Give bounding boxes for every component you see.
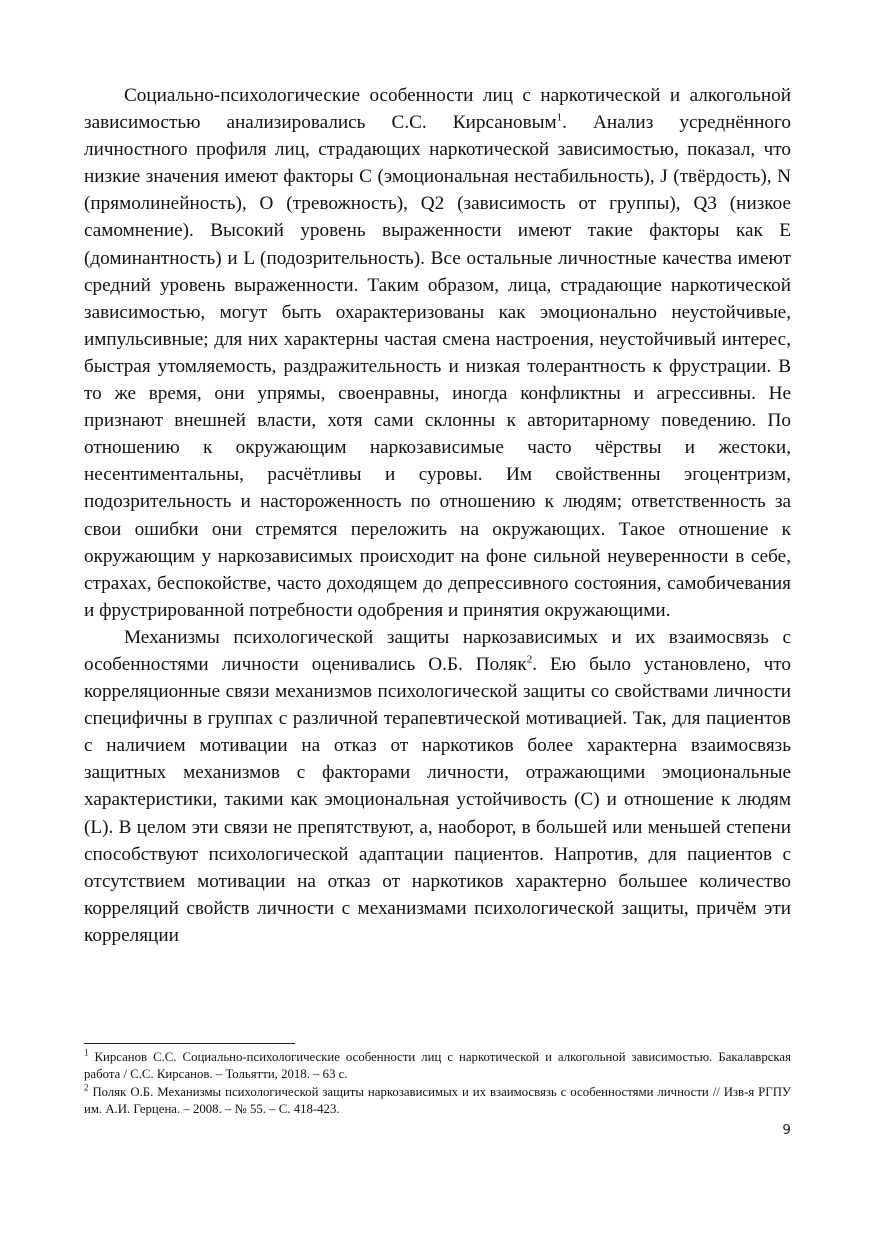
footnote-mark: 2 bbox=[84, 1082, 89, 1093]
paragraph-polyak bbox=[84, 624, 791, 949]
footnote-reference-1[interactable]: 1 bbox=[556, 111, 563, 124]
paragraph-kirsanov bbox=[84, 82, 791, 624]
footnote-2 bbox=[84, 1084, 791, 1119]
footnote-text: Поляк О.Б. Механизмы психологической защиты наркозависимых и их взаимосвязь с особенностями личности // Изв-я РГПУ им. А.И. Герцена. – 2008. – № 55. – С. 418-423. bbox=[84, 1084, 791, 1117]
paragraph-text: Социально-психологические особенности лиц с наркотической и алкогольной зависимостью анализировались С.С. Кирсановым bbox=[84, 85, 791, 134]
paragraph-text: . Ею было установлено, что корреляционные связи механизмов психологической защиты со свойствами личности специфичны в группах с различной терапевтической мотивацией. Так, для пациентов с наличием мотивации на отказ от наркотиков более характерна взаимосвязь защитных механизмов с факторами личности, отражающими эмоциональные характеристики, такими как эмоциональная устойчивость (С) и отношение к людям (L). В целом эти связи не препятствуют, а, наоборот, в большей или меньшей степени способствуют психологической адаптации пациентов. Напротив, для пациентов с отсутствием мотивации на отказ от наркотиков характерно большее количество корреляций свойств личности с механизмами психологической защиты, причём эти корреляции bbox=[84, 653, 792, 946]
paragraph-text: Механизмы психологической защиты наркозависимых и их взаимосвязь с особенностями личности оценивались О.Б. Поляк bbox=[84, 626, 791, 675]
footnote-mark: 1 bbox=[84, 1047, 89, 1058]
footnote-text: Кирсанов С.С. Социально-психологические особенности лиц с наркотической и алкогольной зависимостью. Бакалаврская работа / С.С. Кирсанов. – Тольятти, 2018. – 63 с. bbox=[84, 1050, 791, 1082]
page-number: 9 bbox=[782, 1122, 791, 1138]
body-text bbox=[84, 82, 791, 949]
footnote-reference-2[interactable]: 2 bbox=[526, 653, 533, 666]
footnote-1 bbox=[84, 1049, 791, 1084]
footnote-separator bbox=[84, 1043, 295, 1044]
footnotes bbox=[84, 1049, 791, 1119]
paragraph-text: . Анализ усреднённого личностного профиля лиц, страдающих наркотической зависимостью, показал, что низкие значения имеют факторы С (эмоциональная нестабильность), J (твёрдость), N (прямолинейность), О (тревожность), Q2 (зависимость от группы), Q3 (низкое самомнение). Высокий уровень выраженности имеют такие факторы как Е (доминантность) и L (подозрительность). Все остальные личностные качества имеют средний уровень выраженности. Таким образом, лица, страдающие наркотической зависимостью, могут быть охарактеризованы как эмоционально неустойчивые, импульсивные; для них характерны частая смена настроения, неустойчивый интерес, быстрая утомляемость, раздражительность и низкая толерантность к фрустрации. В то же время, они упрямы, своенравны, иногда конфликтны и агрессивны. Не признают внешней власти, хотя сами склонны к авторитарному поведению. По отношению к окружающим наркозависимые часто чёрствы и жестоки, несентиментальны, расчётливы и суровы. Им свойственны эгоцентризм, подозрительность и настороженность по отношению к людям; ответственность за свои ошибки они стремятся переложить на окружающих. Такое отношение к окружающим у наркозависимых происходит на фоне сильной неуверенности в себе, страхах, беспокойстве, часто доходящем до депрессивного состояния, самобичевания и фрустрированной потребности одобрения и принятия окружающими. bbox=[84, 112, 791, 621]
